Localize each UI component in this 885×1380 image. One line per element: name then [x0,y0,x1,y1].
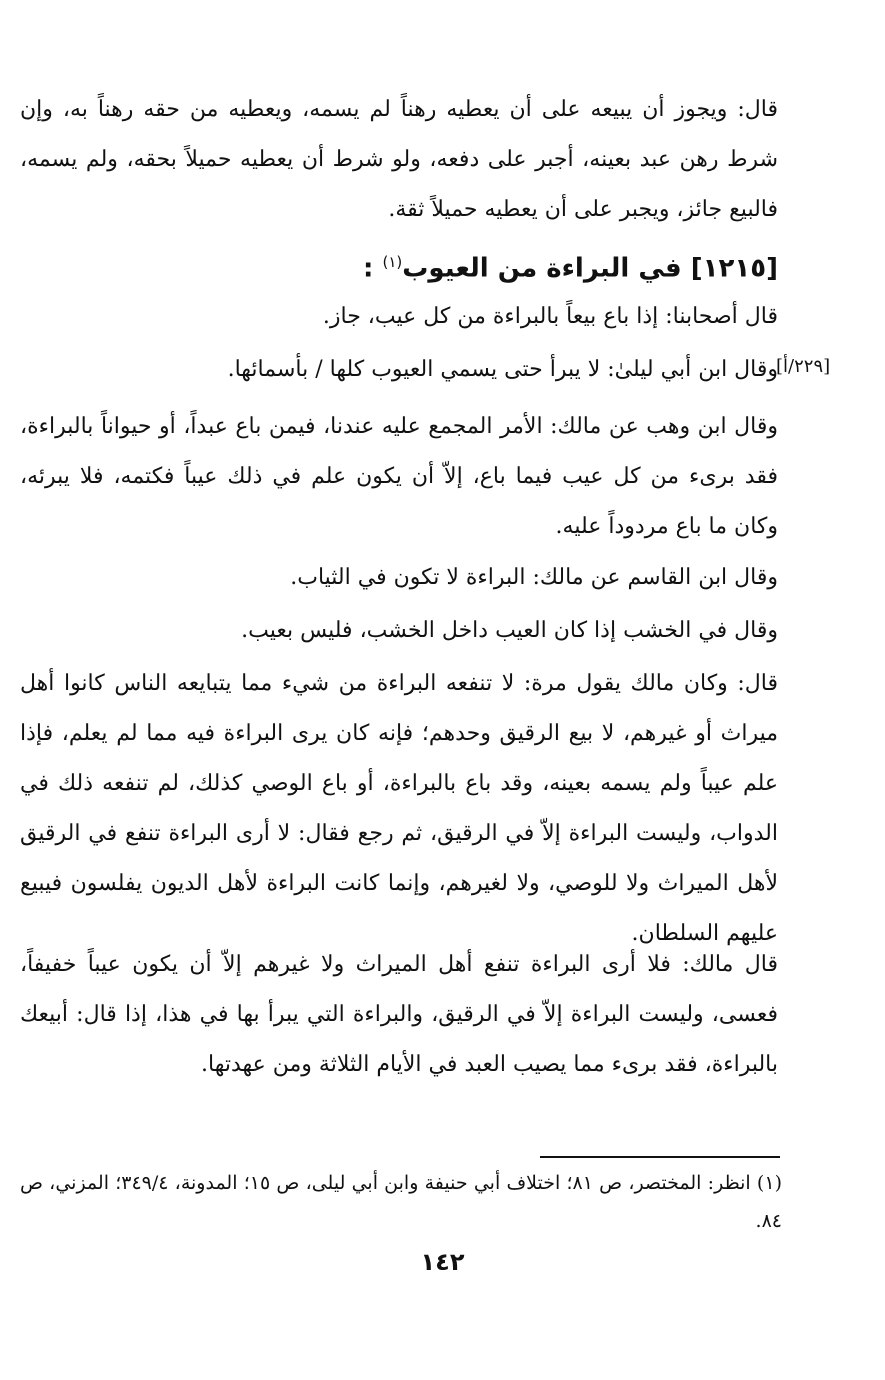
section-heading [20,237,778,294]
paragraph-2: قال أصحابنا: إذا باع بيعاً بالبراءة من كل عيب، جاز. [322,304,778,329]
paragraph-6: وقال في الخشب إذا كان العيب داخل الخشب، فليس بعيب. [241,618,778,643]
section-title: في البراءة من العيوب [402,253,682,284]
paragraph-3: وقال ابن أبي ليلىٰ: لا يبرأ حتى يسمي العيوب كلها / بأسمائها. [227,357,778,382]
paragraph-7: قال: وكان مالك يقول مرة: لا تنفعه البراءة من شيء مما يتبايعه الناس كانوا أهل ميراث أو غيرهم، لا بيع الرقيق وحدهم؛ فإنه كان يرى البراءة فيه مما لم يعلم، فإذا علم عيباً ولم يسمه بعينه، وقد باع بالبراءة، أو باع الوصي كذلك، لم تنفعه ذلك في الدواب، وليست البراءة إلاّ في الرقيق، ثم رجع فقال: لا أرى البراءة تنفع في الرقيق لأهل الميراث ولا للوصي، ولا لغيرهم، وإنما كانت البراءة لأهل الديون يفلسون فيبيع عليهم السلطان. [20,671,778,946]
footnote-separator [540,1156,780,1158]
footnote: (١) انظر: المختصر، ص ٨١؛ اختلاف أبي حنيفة وابن أبي ليلى، ص ١٥؛ المدونة، ٣٤٩/٤؛ المزني، ص ٨٤. [20,1172,782,1232]
paragraph-5: وقال ابن القاسم عن مالك: البراءة لا تكون في الثياب. [290,565,778,590]
paragraph-8: قال مالك: فلا أرى البراءة تنفع أهل الميراث ولا غيرهم إلاّ أن يكون عيباً خفيفاً، فعسى، وليست البراءة إلاّ في الرقيق، والبراءة التي يبرأ بها في هذا، إذا قال: أبيعك بالبراءة، فقد برىء مما يصيب العبد في الأيام الثلاثة ومن عهدتها. [20,952,778,1077]
section-number: [١٢١٥] [690,253,778,284]
page-number: ١٤٢ [420,1248,465,1276]
manuscript-folio-ref: [٢٢٩/أ] [776,356,831,377]
heading-colon: : [363,253,374,284]
paragraph-4: وقال ابن وهب عن مالك: الأمر المجمع عليه عندنا، فيمن باع عبداً، أو حيواناً بالبراءة، فقد برىء من كل عيب فيما باع، إلاّ أن يكون علم في ذلك عيباً فكتمه، فلا يبرئه، وكان ما باع مردوداً عليه. [20,414,778,539]
paragraph-1: قال: ويجوز أن يبيعه على أن يعطيه رهناً لم يسمه، ويعطيه من حقه رهناً به، وإن شرط رهن عبد بعينه، أجبر على دفعه، ولو شرط أن يعطيه حميلاً بحقه، ولم يسمه، فالبيع جائز، ويجبر على أن يعطيه حميلاً ثقة. [20,97,778,222]
footnote-reference: (١) [382,253,403,271]
